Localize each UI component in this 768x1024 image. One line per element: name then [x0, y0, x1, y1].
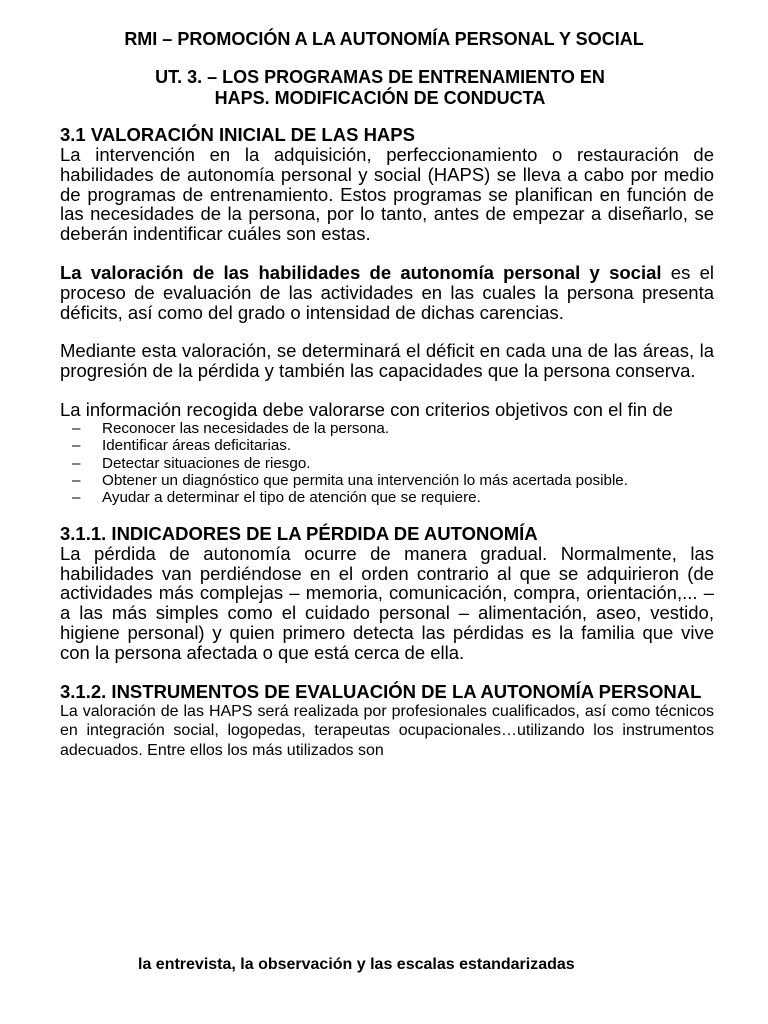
paragraph-autonomy-loss: La pérdida de autonomía ocurre de manera gradual. Normalmente, las habilidades van perdiéndose en el orden contrario al que se adquirieron (de actividades más complejas – memoria, comunicación, compra, orientación,... – a las más simples como el cuidado personal – alimentación, aseo, vestido, higiene personal) y quien primero detecta las pérdidas es la familia que vive con la persona afectada o que está cerca de ella.	[60, 542, 714, 663]
section-heading-3-1-2: 3.1.2. INSTRUMENTOS DE EVALUACIÓN DE LA AUTONOMÍA PERSONAL	[60, 680, 702, 702]
instruments-summary: la entrevista, la observación y las escalas estandarizadas	[138, 956, 575, 973]
dash-bullet: –	[72, 454, 81, 472]
paragraph-intro: La intervención en la adquisición, perfeccionamiento o restauración de habilidades de autonomía personal y social (HAPS) se lleva a cabo por medio de programas de entrenamiento. Estos programas se planifican en función de las necesidades de la persona, por lo tanto, antes de empezar a diseñarlo, se deberán indentificar cuáles son estas.	[60, 144, 714, 245]
dash-bullet: –	[72, 471, 81, 489]
document-body	[60, 125, 714, 761]
paragraph-information: La información recogida debe valorarse con criterios objetivos con el fin de	[60, 398, 673, 420]
list-item	[72, 455, 744, 472]
instruments-block	[60, 702, 714, 761]
paragraph-assessment: Mediante esta valoración, se determinará el déficit en cada una de las áreas, la progresión de la pérdida y también las capacidades que la persona conserva.	[60, 340, 714, 382]
list-item	[72, 472, 744, 489]
definition-term: La valoración de las habilidades de autonomía personal y social	[60, 261, 662, 283]
unit-title-line-1: UT. 3. – LOS PROGRAMAS DE ENTRENAMIENTO EN	[155, 67, 605, 87]
list-item-text: Ayudar a determinar el tipo de atención que se requiere.	[102, 489, 481, 507]
paragraph-definition	[60, 263, 714, 322]
unit-title-line-2: HAPS. MODIFICACIÓN DE CONDUCTA	[214, 88, 546, 108]
definition-text: es el proceso de evaluación de las actividades en las cuales la persona presenta déficits, así como del grado o intensidad de dichas carencias.	[60, 261, 714, 323]
list-item	[72, 437, 744, 454]
list-item	[72, 489, 744, 506]
list-item-text: Obtener un diagnóstico que permita una intervención lo más acertada posible.	[102, 471, 628, 489]
objectives-list	[72, 420, 744, 507]
dash-bullet: –	[72, 419, 81, 437]
dash-bullet: –	[72, 489, 81, 507]
course-title: RMI – PROMOCIÓN A LA AUTONOMÍA PERSONAL Y SOCIAL	[124, 29, 644, 49]
unit-title	[60, 67, 700, 109]
section-heading-3-1: 3.1 VALORACIÓN INICIAL DE LAS HAPS	[60, 124, 415, 145]
list-item	[72, 420, 744, 437]
list-item-text: Reconocer las necesidades de la persona.	[102, 419, 390, 437]
list-item-text: Identificar áreas deficitarias.	[102, 437, 292, 455]
paragraph-instruments: La valoración de las HAPS será realizada por profesionales cualificados, así como técnicos en integración social, logopedas, terapeutas ocupacionales…utilizando los instrumentos adecuados. Entre ellos los más utilizados son	[60, 702, 714, 760]
section-heading-3-1-1: 3.1.1. INDICADORES DE LA PÉRDIDA DE AUTONOMÍA	[60, 522, 538, 544]
dash-bullet: –	[72, 437, 81, 455]
list-item-text: Detectar situaciones de riesgo.	[102, 454, 311, 472]
